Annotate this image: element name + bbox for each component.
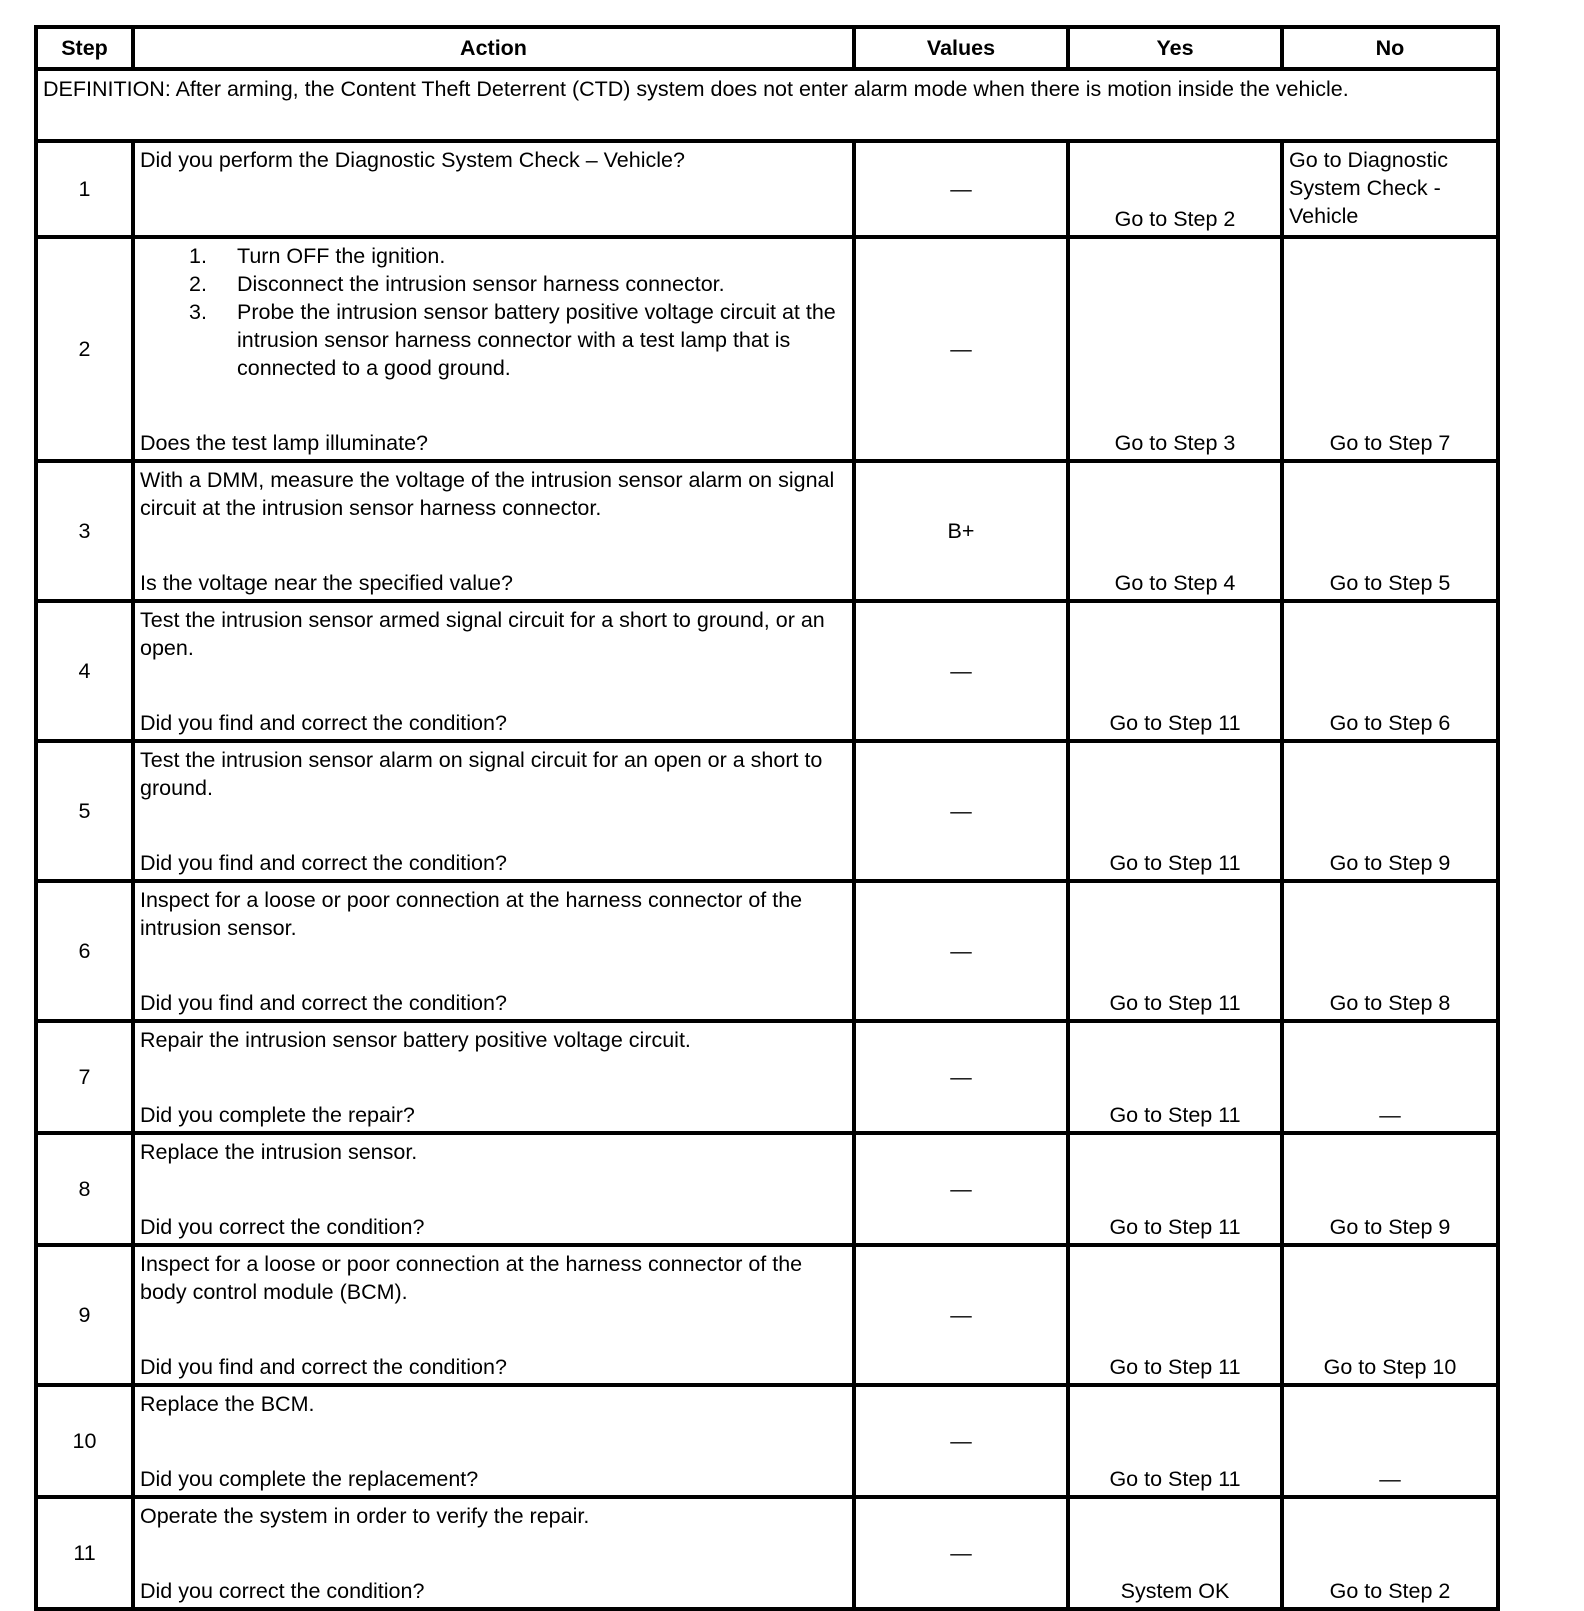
table-row: [36, 237, 1498, 461]
action-text: Operate the system in order to verify the repair.: [140, 1504, 590, 1528]
step-number: 4: [36, 601, 133, 741]
action-text: Test the intrusion sensor alarm on signal circuit for an open or a short to ground.: [140, 748, 823, 800]
action-cell: [133, 601, 854, 741]
step-number: 8: [36, 1133, 133, 1245]
step-number: 5: [36, 741, 133, 881]
table-row: [36, 1497, 1498, 1609]
substep-list: [140, 242, 848, 382]
action-text: Test the intrusion sensor armed signal circuit for a short to ground, or an open.: [140, 608, 825, 660]
action-question: Did you correct the condition?: [140, 1215, 425, 1239]
action-question: Did you find and correct the condition?: [140, 1355, 507, 1379]
yes-cell: Go to Step 2: [1068, 141, 1282, 237]
action-question: Did you find and correct the condition?: [140, 991, 507, 1015]
value-cell: —: [854, 141, 1068, 237]
yes-cell: Go to Step 11: [1068, 1133, 1282, 1245]
yes-cell: Go to Step 11: [1068, 1385, 1282, 1497]
no-cell: Go to Step 9: [1282, 1133, 1498, 1245]
value-cell: —: [854, 1245, 1068, 1385]
substep-number: 1.: [189, 244, 207, 268]
value-cell: —: [854, 1385, 1068, 1497]
no-cell: Go to Step 5: [1282, 461, 1498, 601]
header-step: Step: [36, 27, 133, 69]
value-cell: —: [854, 1021, 1068, 1133]
no-cell: Go to Step 10: [1282, 1245, 1498, 1385]
action-cell: [133, 881, 854, 1021]
no-cell: —: [1282, 1385, 1498, 1497]
value-cell: B+: [854, 461, 1068, 601]
no-cell: Go to Step 7: [1282, 237, 1498, 461]
table-row: [36, 741, 1498, 881]
value-cell: —: [854, 1497, 1068, 1609]
table-row: [36, 461, 1498, 601]
yes-cell: Go to Step 11: [1068, 741, 1282, 881]
table-row: [36, 601, 1498, 741]
action-cell: [133, 1021, 854, 1133]
action-question: Did you correct the condition?: [140, 1579, 425, 1603]
table-row: [36, 141, 1498, 237]
step-number: 9: [36, 1245, 133, 1385]
value-cell: —: [854, 237, 1068, 461]
no-cell: Go to Diagnostic System Check - Vehicle: [1282, 141, 1498, 237]
action-cell: [133, 141, 854, 237]
table-row: [36, 1133, 1498, 1245]
substep-text: Disconnect the intrusion sensor harness connector.: [237, 272, 725, 296]
action-cell: [133, 1245, 854, 1385]
action-cell: [133, 1385, 854, 1497]
yes-cell: Go to Step 11: [1068, 881, 1282, 1021]
yes-cell: Go to Step 4: [1068, 461, 1282, 601]
step-number: 11: [36, 1497, 133, 1609]
table-row: [36, 1385, 1498, 1497]
action-cell: [133, 741, 854, 881]
definition-row: [36, 69, 1498, 141]
no-cell: Go to Step 9: [1282, 741, 1498, 881]
action-question: Did you complete the replacement?: [140, 1467, 479, 1491]
header-row: [36, 27, 1498, 69]
substep-item: [189, 298, 848, 382]
no-cell: Go to Step 8: [1282, 881, 1498, 1021]
value-cell: —: [854, 1133, 1068, 1245]
substep-text: Turn OFF the ignition.: [237, 244, 446, 268]
action-question: Did you complete the repair?: [140, 1103, 415, 1127]
yes-cell: Go to Step 11: [1068, 1245, 1282, 1385]
step-number: 2: [36, 237, 133, 461]
action-cell: [133, 461, 854, 601]
value-cell: —: [854, 601, 1068, 741]
header-yes: Yes: [1068, 27, 1282, 69]
action-cell: [133, 1497, 854, 1609]
header-values: Values: [854, 27, 1068, 69]
header-action: Action: [133, 27, 854, 69]
action-question: Did you find and correct the condition?: [140, 711, 507, 735]
action-text: Did you perform the Diagnostic System Check – Vehicle?: [140, 148, 685, 172]
yes-cell: Go to Step 11: [1068, 1021, 1282, 1133]
table-row: [36, 1245, 1498, 1385]
substep-text: Probe the intrusion sensor battery positive voltage circuit at the intrusion sensor harness connector with a test lamp that is connected to a good ground.: [237, 300, 836, 380]
action-question: Did you find and correct the condition?: [140, 851, 507, 875]
step-number: 1: [36, 141, 133, 237]
header-no: No: [1282, 27, 1498, 69]
substep-number: 3.: [189, 300, 207, 324]
substep-item: [189, 242, 848, 270]
action-text: Replace the BCM.: [140, 1392, 315, 1416]
action-question: Is the voltage near the specified value?: [140, 571, 513, 595]
diagnostic-table: [34, 25, 1500, 1611]
step-number: 3: [36, 461, 133, 601]
value-cell: —: [854, 741, 1068, 881]
action-text: With a DMM, measure the voltage of the intrusion sensor alarm on signal circuit at the intrusion sensor harness connector.: [140, 468, 835, 520]
action-cell: [133, 1133, 854, 1245]
no-cell: —: [1282, 1021, 1498, 1133]
step-number: 10: [36, 1385, 133, 1497]
definition-text: DEFINITION: After arming, the Content Theft Deterrent (CTD) system does not enter alarm mode when there is motion inside the vehicle.: [36, 69, 1498, 141]
value-cell: —: [854, 881, 1068, 1021]
substep-item: [189, 270, 848, 298]
yes-cell: Go to Step 3: [1068, 237, 1282, 461]
step-number: 6: [36, 881, 133, 1021]
no-cell: Go to Step 2: [1282, 1497, 1498, 1609]
action-cell: [133, 237, 854, 461]
action-question: Does the test lamp illuminate?: [140, 431, 429, 455]
action-text: Inspect for a loose or poor connection at the harness connector of the intrusion sensor.: [140, 888, 803, 940]
yes-cell: System OK: [1068, 1497, 1282, 1609]
action-text: Replace the intrusion sensor.: [140, 1140, 418, 1164]
table-row: [36, 1021, 1498, 1133]
step-number: 7: [36, 1021, 133, 1133]
action-text: Inspect for a loose or poor connection at the harness connector of the body control module (BCM).: [140, 1252, 803, 1304]
no-cell: Go to Step 6: [1282, 601, 1498, 741]
substep-number: 2.: [189, 272, 207, 296]
table-row: [36, 881, 1498, 1021]
action-text: Repair the intrusion sensor battery positive voltage circuit.: [140, 1028, 691, 1052]
yes-cell: Go to Step 11: [1068, 601, 1282, 741]
